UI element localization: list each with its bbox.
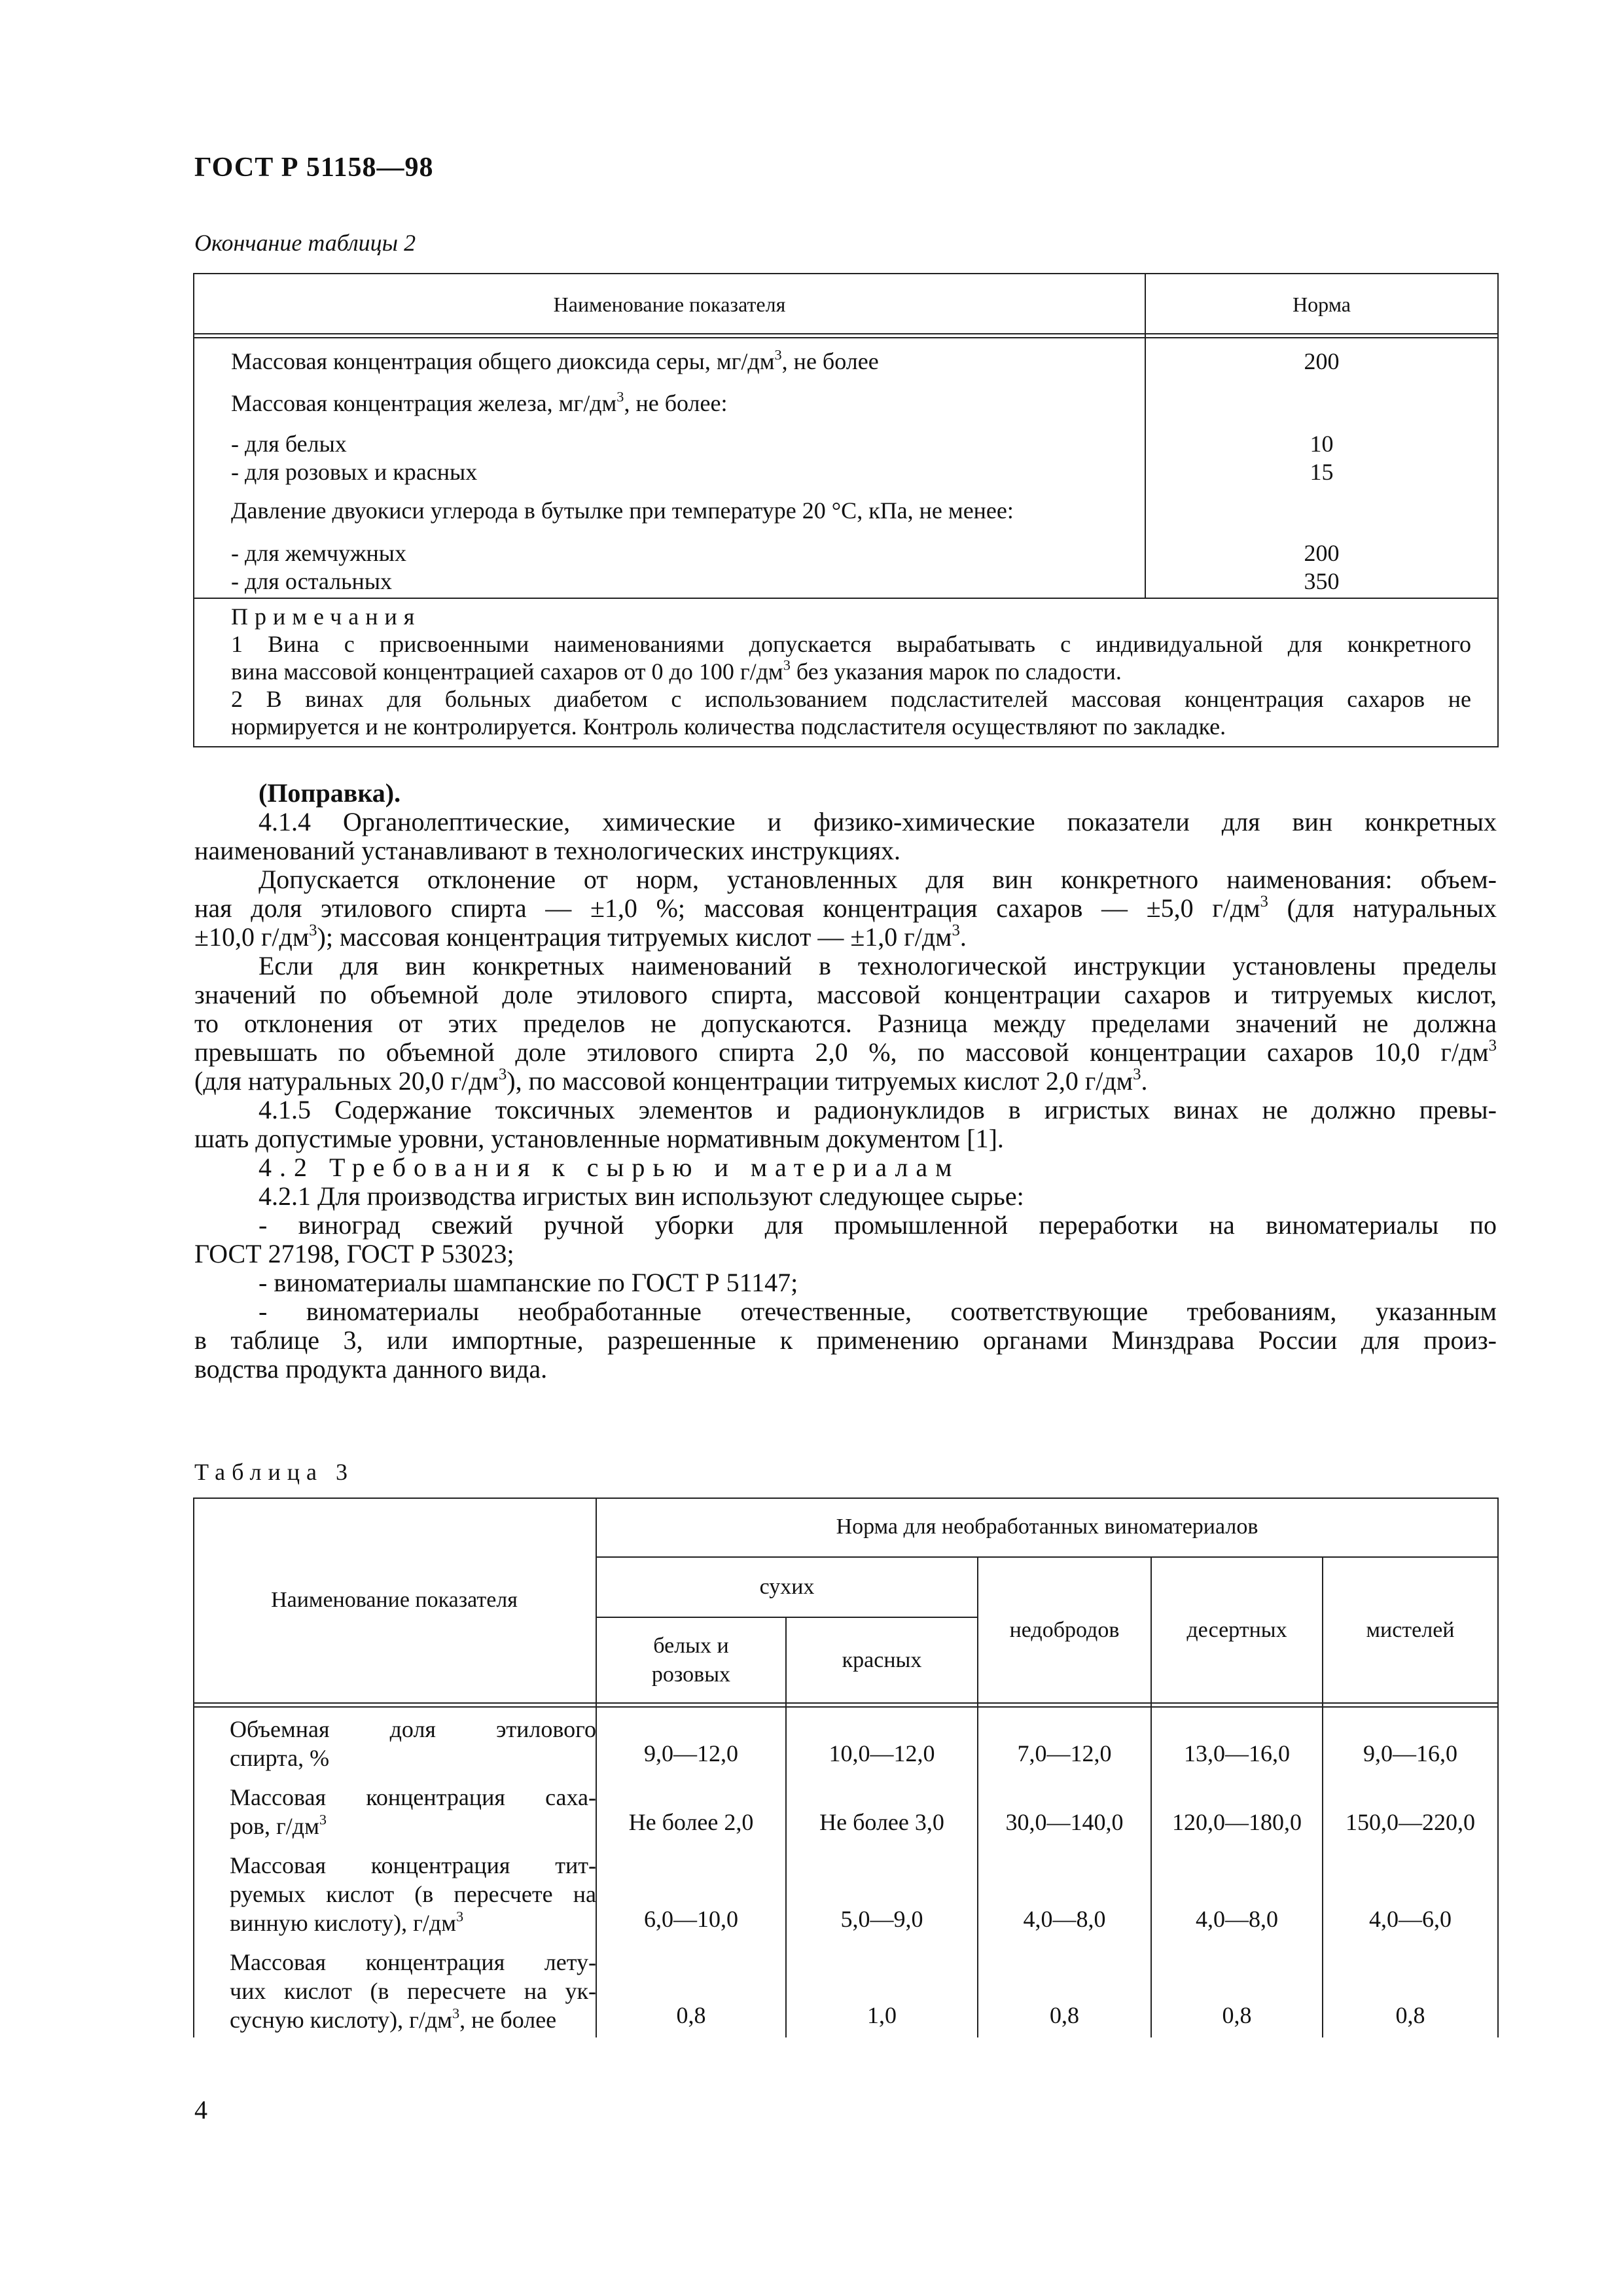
row-label-line: ров, $г/дм^3$ [230, 1811, 327, 1839]
clause-4-1-4-line: наименований устанавливают в технологических инструкциях. [194, 836, 901, 865]
deviation-paragraph-line: Допускается отклонение от норм, установленных для вин конкретного наименования: объем- [259, 865, 1497, 894]
table3-cell: 9,0—16,0 [1363, 1740, 1457, 1767]
table3-cell: Не более 3,0 [819, 1809, 944, 1835]
table3-cell: 120,0—180,0 [1172, 1809, 1302, 1835]
table3-cell: 4,0—8,0 [1196, 1906, 1278, 1932]
raw-material-item: - виноматериалы шампанские по ГОСТ Р 51147; [259, 1268, 798, 1297]
limits-paragraph-line: превышать по объемной доле этилового спирта 2,0 %, по массовой концентрации сахаров 10,0 $г/дм^3$ [194, 1036, 1497, 1067]
section-4-2-title: 4.2 Требования к сырью и материалам [259, 1153, 960, 1182]
row-label-line: руемых кислот (в пересчете на [230, 1881, 596, 1907]
table3-cell: 6,0—10,0 [644, 1906, 738, 1932]
table2-row-label: - для белых [231, 431, 347, 457]
table2-header-rule [194, 333, 1497, 334]
table3-border-right [1497, 1498, 1499, 2037]
table3-cell: 7,0—12,0 [1017, 1740, 1112, 1767]
table2-row-label: - для розовых и красных [231, 459, 478, 485]
clause-4-1-4-line: 4.1.4 Органолептические, химические и физико-химические показатели для вин конкретных [259, 807, 1497, 836]
table3-cell: 0,8 [676, 2002, 706, 2028]
raw-material-item: - виноград свежий ручной уборки для промышленной переработки на виноматериалы по [259, 1210, 1497, 1240]
table2-row-value: 10 [1310, 431, 1334, 457]
row-label-line: спирта, % [230, 1745, 330, 1771]
table2-row-value: 200 [1304, 348, 1340, 374]
table3-cell: 10,0—12,0 [829, 1740, 935, 1767]
table2-row-label: Давление двуокиси углерода в бутылке при температуре 20 °С, кПа, не менее: [231, 497, 1014, 524]
row-label-line: Массовая концентрация тит- [230, 1852, 596, 1878]
notes-title: Примечания [231, 603, 421, 630]
table3-row-label [230, 1851, 596, 1937]
page-number: 4 [194, 2095, 207, 2125]
note-line: 1 Вина с присвоенными наименованиями допускается вырабатывать с индивидуальной для конкретного [231, 631, 1471, 657]
table-3 [193, 1498, 1499, 2037]
table3-header-white-rose: белых и розовых [651, 1633, 731, 1687]
clause-4-1-5-line: шать допустимые уровни, установленные нормативным документом [1]. [194, 1124, 1004, 1153]
note-line: нормируется и не контролируется. Контроль количества подсластителя осуществляют по закладке. [231, 713, 1226, 740]
table2-row-label: Массовая концентрация общего диоксида серы, $мг/дм^3$, не более [231, 346, 879, 374]
table2-notes [231, 603, 1471, 740]
table3-cell: Не более 2,0 [628, 1809, 754, 1835]
table2-row-value: 350 [1304, 568, 1340, 594]
table3-cell: 4,0—6,0 [1369, 1906, 1452, 1932]
table2-header-name: Наименование показателя [553, 293, 786, 316]
row-label-line: сусную кислоту), $г/дм^3$, не более [230, 2005, 557, 2033]
table3-header-rule [193, 1702, 1499, 1704]
table3-row-label [230, 1948, 596, 2034]
document-header: ГОСТ Р 51158—98 [194, 152, 434, 183]
limits-paragraph-line: (для натуральных 20,0 $г/дм^3$), по массовой концентрации титруемых кислот 2,0 $г/дм^3$. [194, 1065, 1148, 1096]
table3-cell: 150,0—220,0 [1346, 1809, 1475, 1835]
table2-row-label: Массовая концентрация железа, $мг/дм^3$, не более: [231, 388, 728, 416]
table2-row-label: - для жемчужных [231, 540, 406, 566]
row-label-line: чих кислот (в пересчете на ук- [230, 1978, 596, 2004]
table2-notes-rule [194, 598, 1497, 599]
table3-row-label [230, 1715, 596, 1772]
row-label-line: Массовая концентрация саха- [230, 1784, 596, 1810]
row-label-line: винную кислоту), $г/дм^3$ [230, 1908, 464, 1936]
table2-row-value: 15 [1310, 459, 1334, 485]
limits-paragraph-line: то отклонения от этих пределов не допускаются. Разница между пределами значений не должна [194, 1009, 1497, 1038]
table3-header-dessert: десертных [1186, 1617, 1287, 1642]
deviation-paragraph-line: ная доля этилового спирта — ±1,0 %; массовая концентрация сахаров — ±5,0 $г/дм^3$ (для натуральных [194, 892, 1497, 923]
table2-header-rule-double [194, 337, 1497, 338]
amendment-note: (Поправка). [259, 778, 401, 808]
limits-paragraph-line: Если для вин конкретных наименований в технологической инструкции установлены пределы [259, 951, 1497, 980]
table2-continuation-caption: Окончание таблицы 2 [194, 230, 416, 256]
table3-cell: 0,8 [1395, 2002, 1425, 2028]
deviation-paragraph-line: ±10,0 $г/дм^3$); массовая концентрация титруемых кислот — ±1,0 $г/дм^3$. [194, 921, 967, 952]
table3-cell: 0,8 [1222, 2002, 1252, 2028]
table3-cell: 1,0 [867, 2002, 897, 2028]
limits-paragraph-line: значений по объемной доле этилового спирта, массовой концентрации сахаров и титруемых кислот, [194, 980, 1497, 1009]
table2-row-label: - для остальных [231, 568, 393, 594]
clause-4-2-1: 4.2.1 Для производства игристых вин используют следующее сырье: [259, 1181, 1024, 1211]
table3-header-mistel: мистелей [1366, 1617, 1455, 1642]
table2-row-value: 200 [1304, 540, 1340, 566]
raw-material-item: в таблице 3, или импортные, разрешенные к применению органами Минздрава России для произ- [194, 1325, 1497, 1355]
clause-4-1-5-line: 4.1.5 Содержание токсичных элементов и радионуклидов в игристых винах не должно превы- [259, 1095, 1497, 1124]
table3-cell: 30,0—140,0 [1005, 1809, 1124, 1835]
table3-cell: 13,0—16,0 [1184, 1740, 1290, 1767]
note-line: вина массовой концентрацией сахаров от 0 до 100 $г/дм^3$ без указания марок по сладости. [231, 656, 1122, 685]
table3-cell: 4,0—8,0 [1023, 1906, 1106, 1932]
note-line: 2 В винах для больных диабетом с использованием подсластителей массовая концентрация сахаров не [231, 686, 1471, 712]
table3-header-nedobrod: недобродов [1009, 1617, 1120, 1642]
body-text [194, 779, 1497, 1384]
table2-header-norm: Норма [1293, 293, 1351, 316]
table3-header-group: Норма для необработанных виноматериалов [836, 1515, 1258, 1539]
table3-header-name: Наименование показателя [271, 1587, 518, 1612]
raw-material-item: ГОСТ 27198, ГОСТ Р 53023; [194, 1239, 514, 1268]
row-label-line: Объемная доля этилового [230, 1716, 596, 1742]
table3-header-rule-double [193, 1706, 1499, 1708]
table3-caption: Таблица 3 [194, 1459, 354, 1485]
raw-material-item: водства продукта данного вида. [194, 1354, 548, 1384]
table3-row-label [230, 1783, 596, 1840]
raw-material-item: - виноматериалы необработанные отечественные, соответствующие требованиям, указанным [259, 1297, 1497, 1326]
table3-header-dry: сухих [759, 1575, 815, 1599]
table-2 [193, 273, 1499, 747]
table3-header-red: красных [842, 1647, 922, 1672]
row-label-line: Массовая концентрация лету- [230, 1949, 596, 1975]
table3-cell: 0,8 [1050, 2002, 1079, 2028]
table3-cell: 9,0—12,0 [644, 1740, 738, 1767]
table3-cell: 5,0—9,0 [840, 1906, 923, 1932]
